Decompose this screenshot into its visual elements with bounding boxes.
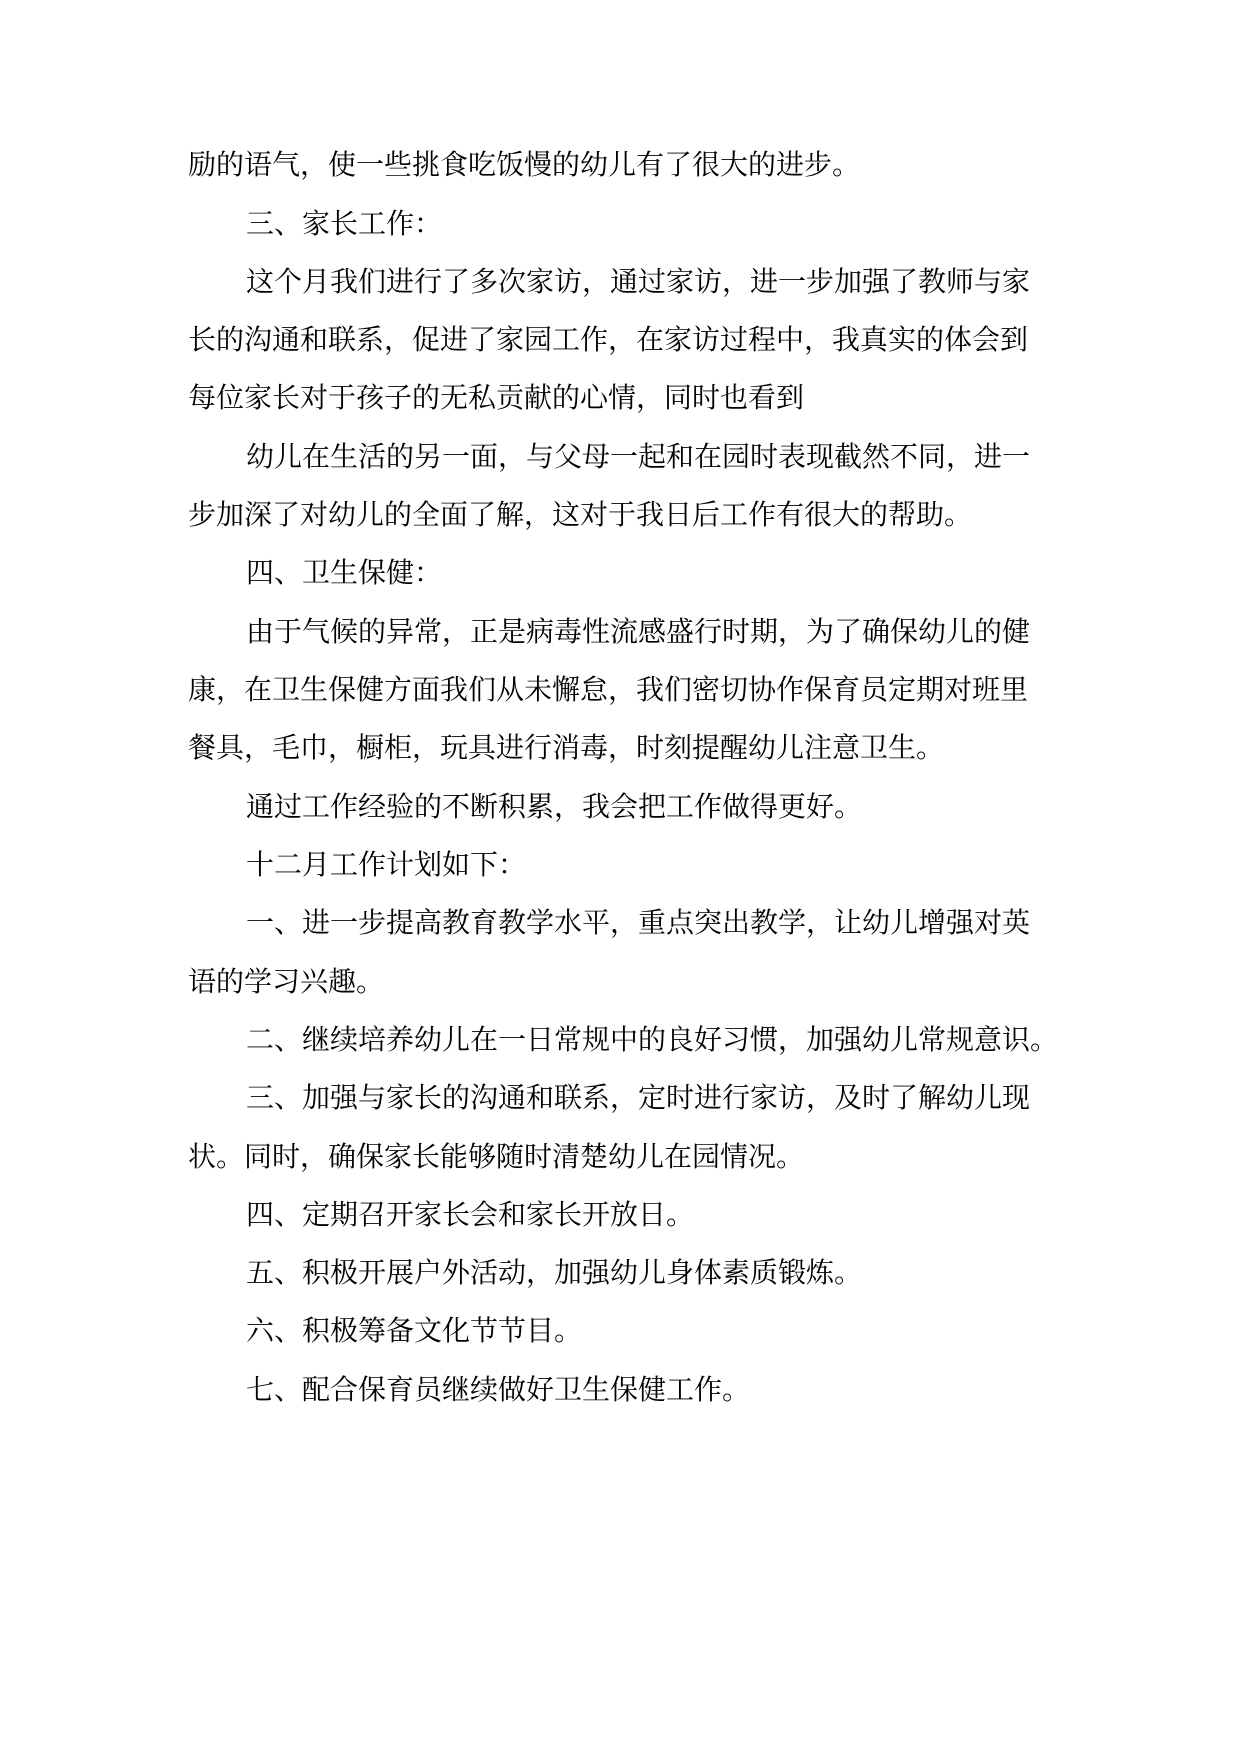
paragraph-line: 这个月我们进行了多次家访，通过家访，进一步加强了教师与家	[246, 265, 1031, 298]
section-heading: 三、家长工作：	[246, 207, 443, 240]
paragraph-line: 由于气候的异常，正是病毒性流感盛行时期，为了确保幼儿的健	[246, 615, 1031, 648]
list-item-continuation: 语的学习兴趣。	[188, 965, 385, 998]
list-item: 七、配合保育员继续做好卫生保健工作。	[246, 1373, 751, 1406]
paragraph-line: 康，在卫生保健方面我们从未懈怠，我们密切协作保育员定期对班里	[188, 673, 1029, 706]
paragraph-line: 幼儿在生活的另一面，与父母一起和在园时表现截然不同，进一	[246, 440, 1031, 473]
list-item: 二、继续培养幼儿在一日常规中的良好习惯，加强幼儿常规意识。	[246, 1023, 1059, 1056]
section-heading: 四、卫生保健：	[246, 556, 443, 589]
paragraph-line: 餐具，毛巾，橱柜，玩具进行消毒，时刻提醒幼儿注意卫生。	[188, 731, 945, 764]
list-item: 五、积极开展户外活动，加强幼儿身体素质锻炼。	[246, 1256, 863, 1289]
list-item: 一、进一步提高教育教学水平，重点突出教学，让幼儿增强对英	[246, 906, 1031, 939]
section-heading: 十二月工作计划如下：	[246, 848, 527, 881]
list-item: 三、加强与家长的沟通和联系，定时进行家访，及时了解幼儿现	[246, 1081, 1031, 1114]
paragraph-line: 步加深了对幼儿的全面了解，这对于我日后工作有很大的帮助。	[188, 498, 973, 531]
list-item: 六、积极筹备文化节节目。	[246, 1314, 583, 1347]
list-item: 四、定期召开家长会和家长开放日。	[246, 1198, 695, 1231]
paragraph-line: 长的沟通和联系，促进了家园工作，在家访过程中，我真实的体会到	[188, 323, 1029, 356]
list-item-continuation: 状。同时，确保家长能够随时清楚幼儿在园情况。	[188, 1140, 805, 1173]
paragraph-line: 励的语气，使一些挑食吃饭慢的幼儿有了很大的进步。	[188, 148, 861, 181]
paragraph-line: 每位家长对于孩子的无私贡献的心情，同时也看到	[188, 381, 805, 414]
paragraph-line: 通过工作经验的不断积累，我会把工作做得更好。	[246, 790, 863, 823]
